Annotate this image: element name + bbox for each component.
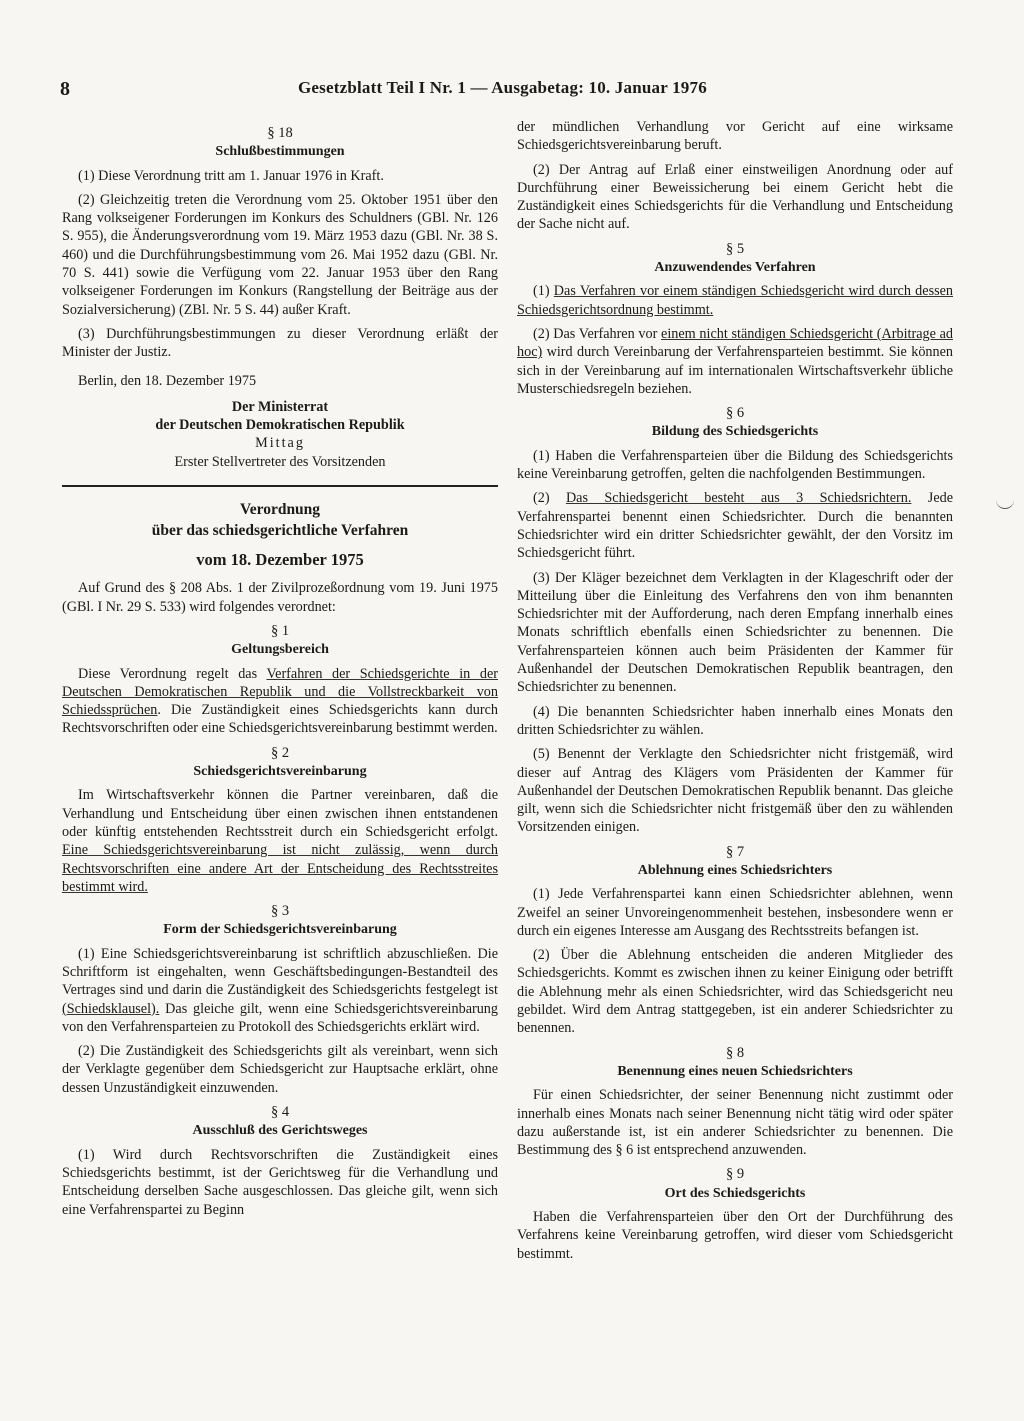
section-6-number: § 6 xyxy=(725,405,745,422)
section-18-title: Schlußbestimmungen xyxy=(215,144,345,160)
section-2-number: § 2 xyxy=(270,744,290,761)
section-2-paragraph: Im Wirtschaftsverkehr können die Partner vereinbaren, daß die Verhandlung und Entscheidung über einen zwischen ihnen entstandenen oder künftig entstehenden Rechtsstreit durch ein Schiedsgericht erfolgt. Eine Schiedsgerichtsvereinbarung ist nicht zulässig, wenn durch Rechtsvorschriften eine andere Art der Entscheidung des Rechtsstreites bestimmt wird. xyxy=(62,787,498,895)
section-6-paragraph-3: (3) Der Kläger bezeichnet dem Verklagten in der Klageschrift oder der Mitteilung über die Einleitung des Verfahrens den von ihm benannten Schiedsrichter mit der Aufforderung, nach deren Empfang innerhalb eines Monats schriftlich ebenfalls einen Schiedsrichter zu benennen. Die Verfahrensparteien können auch beim Präsidenten der Kammer für Außenhandel der Deutschen Demokratischen Republik beantragen, den Schiedsrichter zu benennen. xyxy=(517,569,953,696)
verordnung-date: vom 18. Dezember 1975 xyxy=(196,550,364,570)
section-4-paragraph-2: (2) Der Antrag auf Erlaß einer einstweiligen Anordnung oder auf Durchführung einer Beweissicherung bei einem Gericht hebt die Zuständigkeit eines Schiedsgerichts für die Verhandlung und Entscheidung der Sache nicht auf. xyxy=(517,161,953,233)
section-6-paragraph-4: (4) Die benannten Schiedsrichter haben innerhalb eines Monats den dritten Schiedsrichter zu wählen. xyxy=(517,703,953,738)
section-6-paragraph-5: (5) Benennt der Verklagte den Schiedsrichter nicht fristgemäß, wird dieser auf Antrag des Klägers vom Präsidenten der Kammer für Außenhandel der Deutschen Demokratischen Republik benannt. Das gleiche gilt, wenn sich die Schiedsrichter nicht fristgemäß über den zu wählenden Vorsitzenden einigen. xyxy=(517,746,953,836)
section-7-title: Ablehnung eines Schiedsrichters xyxy=(637,862,833,878)
section-3-number: § 3 xyxy=(270,903,290,920)
underlined-passage: Verfahren der Schiedsgerichte in der Deutschen Demokratischen Republik und die Vollstreckbarkeit von Schiedssprüchen xyxy=(62,665,498,719)
underlined-passage: Eine Schiedsgerichtsvereinbarung ist nicht zulässig, wenn durch Rechtsvorschriften eine andere Art der Entscheidung des Rechtsstreites bestimmt wird. xyxy=(62,842,498,895)
section-8-paragraph: Für einen Schiedsrichter, der seiner Benennung nicht zustimmt oder innerhalb eines Monats nach seiner Benennung nicht tätig wird oder später dazu außerstande ist, ist ein anderer Schiedsrichter zu benennen. Die Bestimmung des § 6 ist entsprechend anzuwenden. xyxy=(517,1087,953,1159)
section-6-paragraph-1: (1) Haben die Verfahrensparteien über die Bildung des Schiedsgerichts keine Vereinbarung getroffen, gelten die nachfolgenden Bestimmungen. xyxy=(517,447,953,483)
right-column xyxy=(517,118,953,1269)
left-column xyxy=(62,118,498,1225)
section-3-title: Form der Schiedsgerichtsvereinbarung xyxy=(163,922,397,938)
section-1-title: Geltungsbereich xyxy=(231,642,329,658)
signature-org-line-1: Der Ministerrat xyxy=(231,398,329,415)
signature-org-line-2: der Deutschen Demokratischen Republik xyxy=(155,417,405,434)
section-4-number: § 4 xyxy=(270,1104,290,1121)
section-1-paragraph: Diese Verordnung regelt das Verfahren der Schiedsgerichte in der Deutschen Demokratischen Republik und die Vollstreckbarkeit von Schiedssprüchen. Die Zuständigkeit eines Schiedsgerichts kann durch Rechtsvorschriften oder eine Schiedsgerichtsvereinbarung bestimmt werden. xyxy=(62,665,498,737)
place-date: Berlin, den 18. Dezember 1975 xyxy=(78,372,257,389)
verordnung-title-line-1: Verordnung xyxy=(239,501,321,519)
underlined-passage: Das Schiedsgericht besteht aus 3 Schiedsrichtern. xyxy=(565,490,912,507)
section-18-paragraph-3: (3) Durchführungsbestimmungen zu dieser Verordnung erläßt der Minister der Justiz. xyxy=(62,325,498,361)
section-4-paragraph-1-continued: der mündlichen Verhandlung vor Gericht auf eine wirksame Schiedsgerichtsvereinbarung beruft. xyxy=(517,119,953,154)
section-6-title: Bildung des Schiedsgerichts xyxy=(651,424,819,440)
verordnung-title-line-2: über das schiedsgerichtliche Verfahren xyxy=(151,522,409,540)
section-3-paragraph-1: (1) Eine Schiedsgerichtsvereinbarung ist schriftlich abzuschließen. Die Schriftform ist eingehalten, wenn Geschäftsbedingungen-Bestandteil des Vertrages sind und darin die Zuständigkeit des Schiedsgerichts festgelegt ist (Schiedsklausel). Das gleiche gilt, wenn eine Schiedsgerichtsvereinbarung von den Verfahrensparteien zu Protokoll des Schiedsgerichts erklärt wird. xyxy=(62,945,498,1035)
section-8-number: § 8 xyxy=(725,1044,745,1061)
section-18-paragraph-1: (1) Diese Verordnung tritt am 1. Januar 1976 in Kraft. xyxy=(78,167,384,184)
section-5-paragraph-2: (2) Das Verfahren vor einem nicht ständigen Schiedsgericht (Arbitrage ad hoc) wird durch Vereinbarung der Verfahrensparteien bestimmt. Sie können sich in der Vereinbarung auf im internationalen Wirtschaftsverkehr übliche Musterschiedsregeln beziehen. xyxy=(517,325,953,397)
section-9-title: Ort des Schiedsgerichts xyxy=(664,1185,806,1201)
gazette-title: Gesetzblatt Teil I Nr. 1 — Ausgabetag: 10. Januar 1976 xyxy=(298,78,707,97)
margin-pen-mark xyxy=(996,498,1014,509)
page-number: 8 xyxy=(60,78,70,100)
section-2-title: Schiedsgerichtsvereinbarung xyxy=(193,764,367,780)
page-header xyxy=(60,76,960,100)
section-18-paragraph-2: (2) Gleichzeitig treten die Verordnung vom 25. Oktober 1951 über den Rang volkseigener Forderungen im Konkurs des Schuldners (GBl. Nr. 126 S. 955), die Änderungsverordnung vom 19. März 1953 dazu (GBl. Nr. 38 S. 460) und die Durchführungsbestimmung vom 26. Mai 1952 dazu (GBl. Nr. 70 S. 441) sowie die Verfügung vom 22. Januar 1953 über den Rang volkseigener Forderungen im Konkurs (Rangstellung der Beiträge aus der Sozialversicherung) (ZBl. Nr. 5 S. 44) außer Kraft. xyxy=(62,191,498,318)
underlined-passage: Das Verfahren vor einem ständigen Schiedsgericht wird durch dessen Schiedsgerichtsordnung bestimmt. xyxy=(517,283,953,318)
section-1-number: § 1 xyxy=(270,622,290,639)
section-4-paragraph-1: (1) Wird durch Rechtsvorschriften die Zuständigkeit eines Schiedsgerichts bestimmt, ist der Gerichtsweg für die Verhandlung und Entscheidung derselben Sache ausgeschlossen. Das gleiche gilt, wenn sich eine Verfahrenspartei zu Beginn xyxy=(62,1146,498,1218)
section-7-paragraph-2: (2) Über die Ablehnung entscheiden die anderen Mitglieder des Schiedsgerichts. Kommt es zwischen ihnen zu keiner Einigung oder betrifft die Ablehnung mehr als einen Schiedsrichter, wird das Schiedsgericht neu gebildet. Wird dem Antrag stattgegeben, ist ein anderer Schiedsrichter zu benennen. xyxy=(517,947,953,1037)
signature-name: Mittag xyxy=(255,435,305,452)
section-9-number: § 9 xyxy=(725,1166,745,1183)
section-9-paragraph: Haben die Verfahrensparteien über den Ort der Durchführung des Verfahrens keine Vereinbarung getroffen, wird dieser vom Schiedsgericht bestimmt. xyxy=(517,1209,953,1262)
underlined-passage: einem nicht ständigen Schiedsgericht (Arbitrage ad hoc) xyxy=(517,325,953,361)
section-18-number: § 18 xyxy=(267,125,293,141)
section-7-number: § 7 xyxy=(725,843,745,860)
section-6-paragraph-2: (2) Das Schiedsgericht besteht aus 3 Schiedsrichtern. Jede Verfahrenspartei benennt einen Schiedsrichter. Durch die benannten Schiedsrichter wird ein dritter Schiedsrichter gewählt, der den Vorsitz im Schiedsgericht führt. xyxy=(517,490,954,562)
section-7-paragraph-1: (1) Jede Verfahrenspartei kann einen Schiedsrichter ablehnen, wenn Zweifel an seiner Unvoreingenommenheit bestehen, insbesondere wenn er durch ein eigenes Interesse am Ausgang des Rechtsstreits befangen ist. xyxy=(517,886,953,939)
section-8-title: Benennung eines neuen Schiedsrichters xyxy=(617,1063,853,1079)
section-4-title: Ausschluß des Gerichtsweges xyxy=(192,1123,368,1139)
divider xyxy=(62,485,498,487)
section-5-number: § 5 xyxy=(725,240,745,257)
section-5-paragraph-1: (1) Das Verfahren vor einem ständigen Schiedsgericht wird durch dessen Schiedsgerichtsordnung bestimmt. xyxy=(517,283,953,318)
verordnung-preamble: Auf Grund des § 208 Abs. 1 der Zivilprozeßordnung vom 19. Juni 1975 (GBl. I Nr. 29 S. 533) wird folgendes verordnet: xyxy=(62,580,498,615)
section-5-title: Anzuwendendes Verfahren xyxy=(654,260,816,276)
section-3-paragraph-2: (2) Die Zuständigkeit des Schiedsgerichts gilt als vereinbart, wenn sich der Verklagte gegenüber dem Schiedsgericht zur Hauptsache erklärt, ohne dessen Unzuständigkeit einzuwenden. xyxy=(62,1043,498,1096)
signature-role: Erster Stellvertreter des Vorsitzenden xyxy=(174,453,386,470)
underlined-passage: (Schiedsklausel). xyxy=(62,1000,160,1017)
